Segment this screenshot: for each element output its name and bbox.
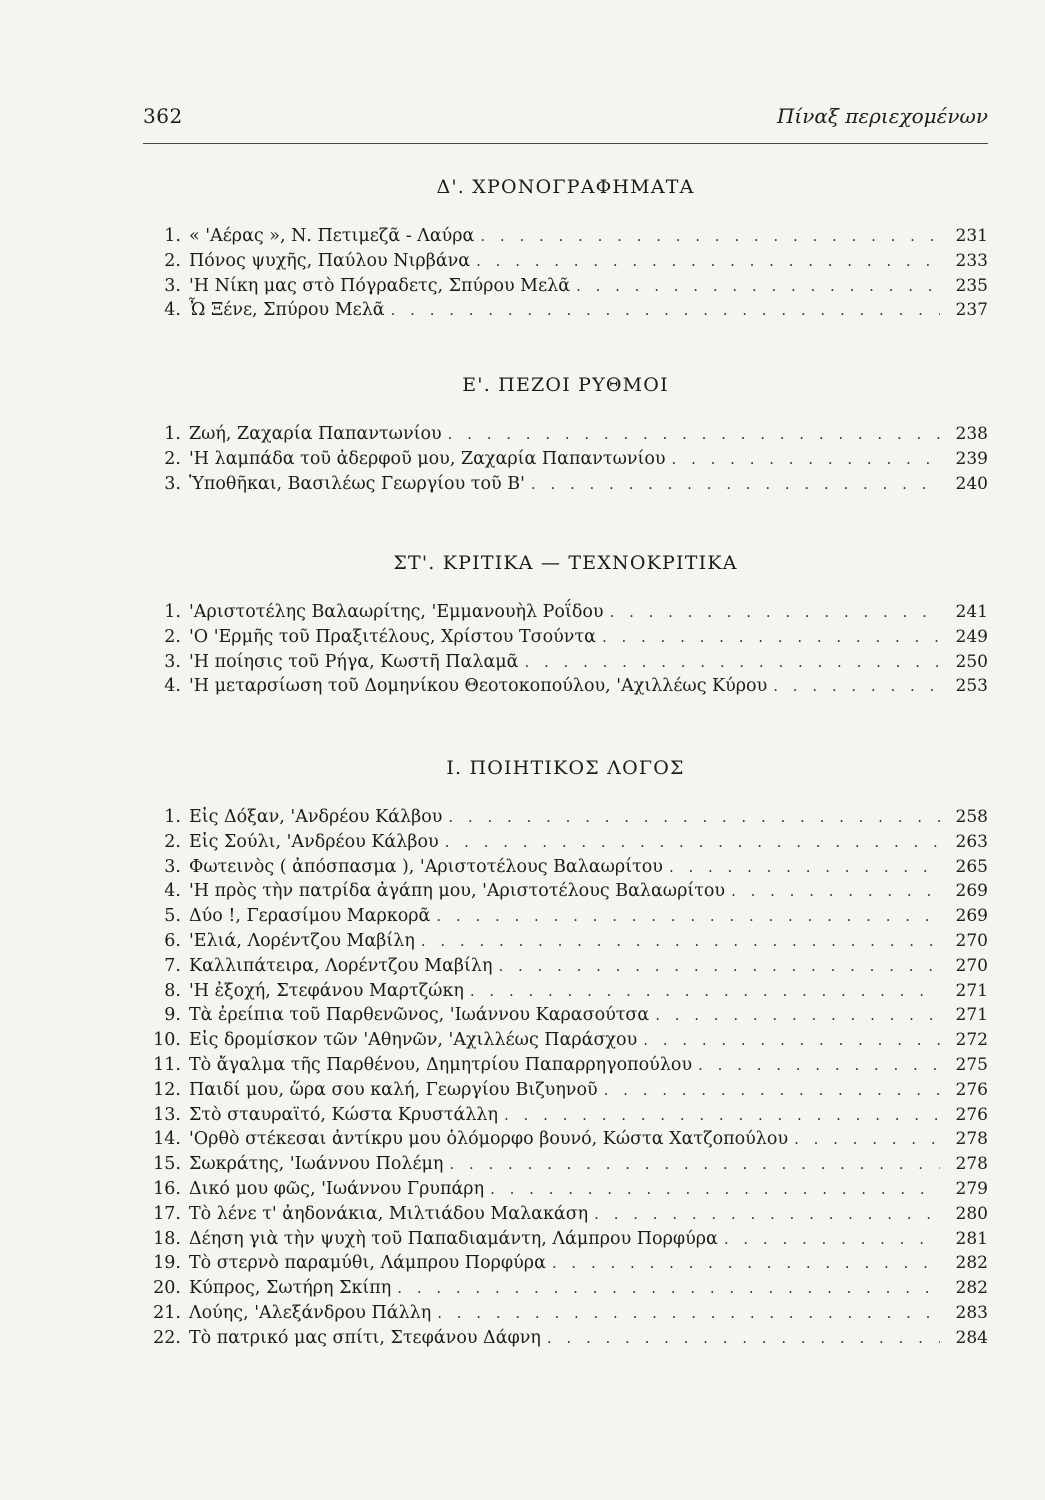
- entry-list: [143, 224, 988, 323]
- entry-page: 239: [955, 448, 988, 469]
- dot-leader: [602, 625, 940, 650]
- entry-number: 1.: [164, 226, 181, 246]
- entry-page: 265: [955, 856, 988, 877]
- entry-page: 269: [955, 881, 988, 902]
- section-kritika: [143, 548, 988, 699]
- entry-page: 249: [955, 626, 988, 647]
- entry-number: 8.: [164, 980, 181, 1001]
- dot-leader: [524, 650, 940, 675]
- entry-list: [143, 805, 988, 1351]
- entry-title: Ὦ Ξένε, Σπύρου Μελᾶ: [189, 300, 385, 321]
- toc-entry: [143, 1202, 988, 1227]
- toc-entry: [143, 929, 988, 954]
- entry-title: Εἰς δρομίσκον τῶν 'Αθηνῶν, 'Αχιλλέως Παράσχου: [189, 1030, 638, 1051]
- toc-entry: [143, 954, 988, 979]
- entry-title: Ζωή, Ζαχαρία Παπαντωνίου: [189, 424, 442, 444]
- dot-leader: [498, 954, 940, 979]
- entry-number: 7.: [164, 955, 181, 976]
- dot-leader: [724, 1227, 940, 1252]
- toc-entry: [143, 625, 988, 650]
- entry-page: 271: [955, 980, 988, 1001]
- toc-entry: [143, 447, 988, 472]
- entry-title: Πόνος ψυχῆς, Παύλου Νιρβάνα: [189, 250, 471, 271]
- entry-title: Φωτεινὸς ( ἀπόσπασμα ), 'Αριστοτέλους Βαλαωρίτου: [189, 856, 663, 877]
- header-rule: [143, 143, 988, 144]
- entry-page: 235: [955, 275, 988, 296]
- entry-title: 'Ελιά, Λορέντζου Μαβίλη: [189, 930, 415, 951]
- toc-entry: [143, 249, 988, 274]
- entry-number: 11.: [153, 1054, 181, 1075]
- dot-leader: [773, 674, 940, 699]
- entry-page: 270: [955, 955, 988, 976]
- entry-page: 231: [955, 226, 988, 246]
- entry-number: 2.: [164, 448, 181, 469]
- entry-number: 12.: [153, 1079, 181, 1100]
- toc-entry: [143, 472, 988, 497]
- entry-page: 241: [955, 602, 988, 622]
- entry-page: 271: [955, 1005, 988, 1026]
- dot-leader: [504, 1103, 940, 1128]
- dot-leader: [604, 1078, 940, 1103]
- entry-page: 272: [955, 1030, 988, 1051]
- entry-title: Κύπρος, Σωτήρη Σκίπη: [189, 1278, 392, 1299]
- section-heading: Ε'. ΠΕΖΟΙ ΡΥΘΜΟΙ: [462, 374, 669, 396]
- entry-title: Ὑποθῆκαι, Βασιλέως Γεωργίου τοῦ Β': [189, 473, 525, 494]
- entry-page: 276: [955, 1104, 988, 1125]
- entry-title: Τὸ λένε τ' ἀηδονάκια, Μιλτιάδου Μαλακάση: [189, 1203, 589, 1224]
- entry-page: 237: [955, 300, 988, 321]
- entry-title: 'Η μεταρσίωση τοῦ Δομηνίκου Θεοτοκοπούλου, 'Αχιλλέως Κύρου: [189, 676, 768, 697]
- dot-leader: [672, 447, 940, 472]
- toc-entry: [143, 1003, 988, 1028]
- dot-leader: [531, 472, 940, 497]
- entry-title: Τὰ ἐρείπια τοῦ Παρθενῶνος, 'Ιωάννου Καρασούτσα: [189, 1005, 650, 1026]
- entry-page: 280: [955, 1203, 988, 1224]
- entry-title: 'Ο 'Ερμῆς τοῦ Πραξιτέλους, Χρίστου Τσούντα: [189, 626, 596, 647]
- entry-number: 3.: [164, 275, 181, 296]
- toc-entry: [143, 650, 988, 675]
- entry-title: Τὸ στερνὸ παραμύθι, Λάμπρου Πορφύρα: [189, 1253, 546, 1274]
- section-pezoi-rythmoi: [143, 370, 988, 496]
- entry-title: Δέηση γιὰ τὴν ψυχὴ τοῦ Παπαδιαμάντη, Λάμπρου Πορφύρα: [189, 1228, 718, 1249]
- entry-number: 20.: [153, 1278, 181, 1299]
- toc-entry: [143, 674, 988, 699]
- toc-entry: [143, 1053, 988, 1078]
- entry-page: 270: [955, 930, 988, 951]
- entry-title: 'Αριστοτέλης Βαλαωρίτης, 'Εμμανουὴλ Ροΐδου: [189, 602, 604, 622]
- entry-number: 5.: [164, 906, 181, 927]
- dot-leader: [547, 1326, 940, 1351]
- dot-leader: [397, 1276, 940, 1301]
- entry-page: 281: [955, 1228, 988, 1249]
- dot-leader: [610, 600, 940, 625]
- entry-number: 18.: [153, 1228, 181, 1249]
- entry-number: 16.: [153, 1178, 181, 1199]
- entry-page: 278: [955, 1154, 988, 1175]
- entry-number: 19.: [153, 1253, 181, 1274]
- entry-page: 282: [955, 1253, 988, 1274]
- entry-number: 4.: [164, 300, 181, 321]
- entry-page: 263: [955, 831, 988, 852]
- dot-leader: [421, 929, 940, 954]
- toc-entry: [143, 1078, 988, 1103]
- entry-page: 240: [955, 473, 988, 494]
- entry-page: 276: [955, 1079, 988, 1100]
- entry-title: « 'Αέρας », Ν. Πετιμεζᾶ - Λαύρα: [189, 226, 475, 246]
- running-title: Πίναξ περιεχομένων: [776, 104, 988, 128]
- dot-leader: [445, 830, 940, 855]
- dot-leader: [449, 1152, 940, 1177]
- entry-number: 1.: [164, 602, 181, 622]
- toc-entry: [143, 805, 988, 830]
- entry-list: [143, 422, 988, 496]
- dot-leader: [391, 298, 940, 323]
- entry-number: 3.: [164, 651, 181, 672]
- entry-number: 10.: [153, 1030, 181, 1051]
- dot-leader: [794, 1127, 940, 1152]
- dot-leader: [552, 1251, 940, 1276]
- toc-entry: [143, 1127, 988, 1152]
- entry-title: Σωκράτης, 'Ιωάννου Πολέμη: [189, 1154, 444, 1175]
- entry-title: Δύο !, Γερασίμου Μαρκορᾶ: [189, 906, 431, 927]
- entry-number: 14.: [153, 1129, 181, 1150]
- toc-entry: [143, 274, 988, 299]
- entry-number: 3.: [164, 473, 181, 494]
- toc-entry: [143, 1152, 988, 1177]
- dot-leader: [594, 1202, 940, 1227]
- toc-entry: [143, 298, 988, 323]
- entry-page: 282: [955, 1278, 988, 1299]
- toc-entry: [143, 1326, 988, 1351]
- entry-title: 'Η λαμπάδα τοῦ ἀδερφοῦ μου, Ζαχαρία Παπαντωνίου: [189, 448, 666, 469]
- dot-leader: [448, 422, 940, 447]
- toc-entry: [143, 1227, 988, 1252]
- dot-leader: [437, 1301, 940, 1326]
- entry-title: Στὸ σταυραϊτό, Κώστα Κρυστάλλη: [189, 1104, 499, 1125]
- entry-title: Εἰς Σούλι, 'Ανδρέου Κάλβου: [189, 831, 439, 852]
- toc-entry: [143, 855, 988, 880]
- entry-title: 'Η Νίκη μας στὸ Πόγραδετς, Σπύρου Μελᾶ: [189, 275, 571, 296]
- entry-page: 250: [955, 651, 988, 672]
- toc-entry: [143, 422, 988, 447]
- dot-leader: [698, 1053, 940, 1078]
- entry-title: Τὸ ἄγαλμα τῆς Παρθένου, Δημητρίου Παπαρρηγοπούλου: [189, 1054, 693, 1075]
- entry-title: Παιδί μου, ὥρα σου καλή, Γεωργίου Βιζυηνοῦ: [189, 1079, 598, 1100]
- entry-title: Εἰς Δόξαν, 'Ανδρέου Κάλβου: [189, 807, 443, 827]
- dot-leader: [731, 879, 940, 904]
- dot-leader: [576, 274, 940, 299]
- entry-number: 3.: [164, 856, 181, 877]
- entry-page: 278: [955, 1129, 988, 1150]
- dot-leader: [470, 979, 940, 1004]
- entry-number: 17.: [153, 1203, 181, 1224]
- entry-number: 2.: [164, 831, 181, 852]
- entry-number: 4.: [164, 881, 181, 902]
- toc-entry: [143, 1276, 988, 1301]
- toc-entry: [143, 1103, 988, 1128]
- entry-number: 15.: [153, 1154, 181, 1175]
- entry-page: 269: [955, 906, 988, 927]
- entry-page: 275: [955, 1054, 988, 1075]
- entry-title: Δικό μου φῶς, 'Ιωάννου Γρυπάρη: [189, 1178, 485, 1199]
- entry-title: 'Η πρὸς τὴν πατρίδα ἀγάπη μου, 'Αριστοτέλους Βαλαωρίτου: [189, 881, 726, 902]
- dot-leader: [655, 1003, 940, 1028]
- section-heading: ΣΤ'. ΚΡΙΤΙΚΑ — ΤΕΧΝΟΚΡΙΤΙΚΑ: [393, 552, 738, 574]
- entry-page: 253: [955, 676, 988, 697]
- entry-title: Τὸ πατρικό μας σπίτι, Στεφάνου Δάφνη: [189, 1327, 541, 1348]
- toc-entry: [143, 904, 988, 929]
- section-chronografimata: [143, 172, 988, 323]
- dot-leader: [490, 1177, 940, 1202]
- toc-entry: [143, 1177, 988, 1202]
- entry-number: 21.: [153, 1302, 181, 1323]
- dot-leader: [643, 1028, 940, 1053]
- entry-number: 13.: [153, 1104, 181, 1125]
- entry-title: Καλλιπάτειρα, Λορέντζου Μαβίλη: [189, 955, 493, 976]
- dot-leader: [476, 249, 940, 274]
- dot-leader: [669, 855, 940, 880]
- page-number: 362: [143, 104, 183, 128]
- toc-entry: [143, 224, 988, 249]
- entry-number: 22.: [153, 1327, 181, 1348]
- dot-leader: [436, 904, 940, 929]
- entry-list: [143, 600, 988, 699]
- section-heading: Ι. ΠΟΙΗΤΙΚΟΣ ΛΟΓΟΣ: [446, 757, 685, 779]
- entry-page: 283: [955, 1302, 988, 1323]
- toc-entry: [143, 979, 988, 1004]
- entry-page: 233: [955, 250, 988, 271]
- toc-entry: [143, 830, 988, 855]
- toc-entry: [143, 600, 988, 625]
- entry-title: 'Η ἐξοχή, Στεφάνου Μαρτζώκη: [189, 980, 464, 1001]
- entry-page: 238: [955, 424, 988, 444]
- dot-leader: [480, 224, 940, 249]
- entry-number: 1.: [164, 807, 181, 827]
- entry-number: 1.: [164, 424, 181, 444]
- page-header: [143, 104, 988, 134]
- entry-title: 'Η ποίησις τοῦ Ρήγα, Κωστῆ Παλαμᾶ: [189, 651, 519, 672]
- entry-number: 9.: [164, 1005, 181, 1026]
- entry-page: 279: [955, 1178, 988, 1199]
- entry-number: 2.: [164, 250, 181, 271]
- entry-page: 258: [955, 807, 988, 827]
- toc-entry: [143, 1301, 988, 1326]
- entry-title: 'Ορθὸ στέκεσαι ἀντίκρυ μου ὁλόμορφο βουνό, Κώστα Χατζοπούλου: [189, 1129, 789, 1150]
- toc-entry: [143, 879, 988, 904]
- entry-number: 2.: [164, 626, 181, 647]
- entry-number: 6.: [164, 930, 181, 951]
- toc-entry: [143, 1251, 988, 1276]
- toc-entry: [143, 1028, 988, 1053]
- section-poiitikos-logos: [143, 753, 988, 1351]
- entry-number: 4.: [164, 676, 181, 697]
- entry-title: Λούης, 'Αλεξάνδρου Πάλλη: [189, 1302, 432, 1323]
- section-heading: Δ'. ΧΡΟΝΟΓΡΑΦΗΜΑΤΑ: [436, 176, 695, 198]
- dot-leader: [448, 805, 940, 830]
- entry-page: 284: [955, 1327, 988, 1348]
